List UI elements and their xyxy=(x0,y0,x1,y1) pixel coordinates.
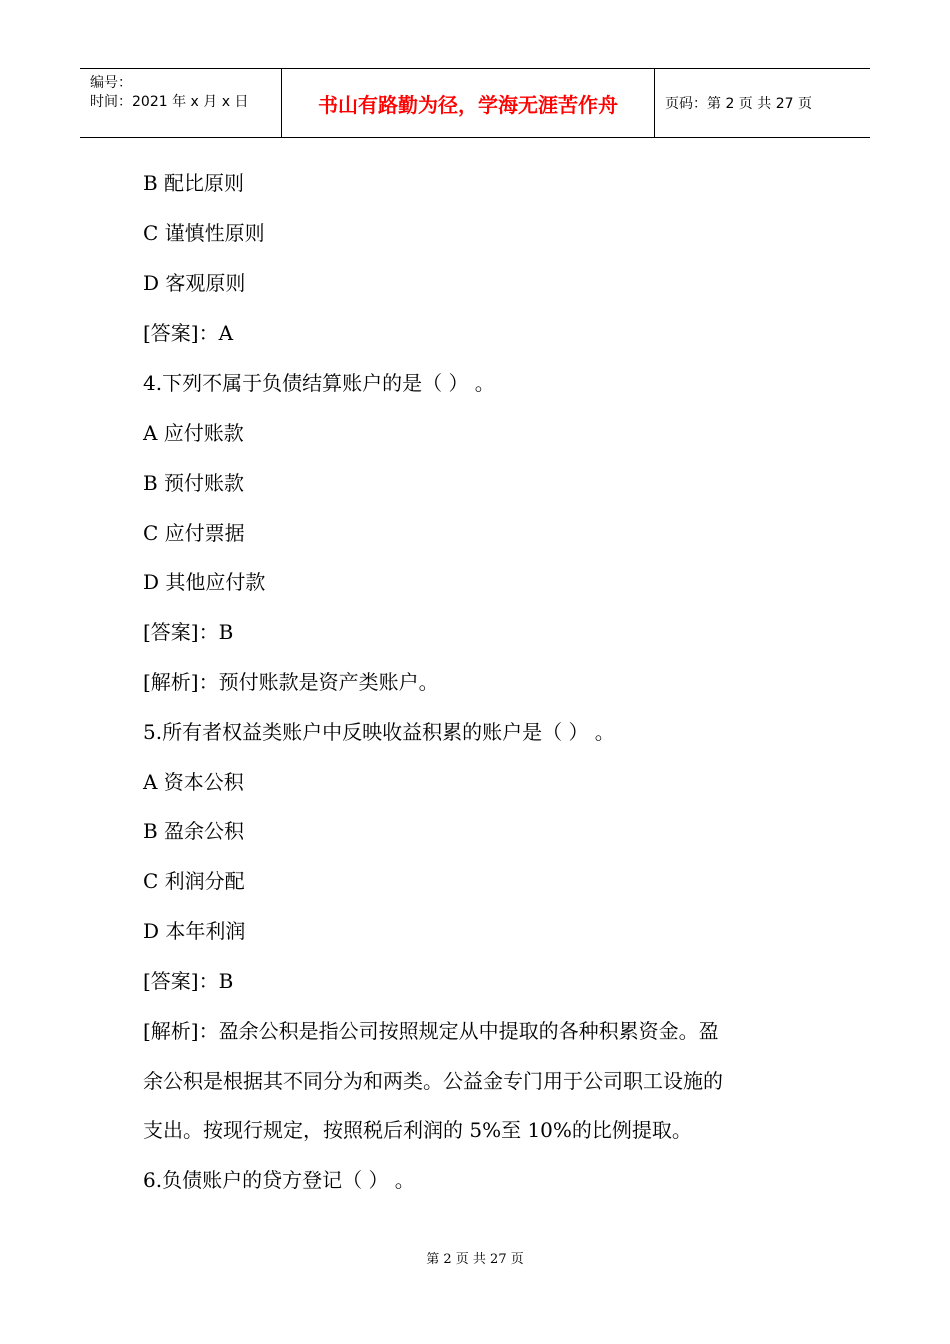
answer-line: [答案]：A xyxy=(143,321,234,345)
option-line: C 应付票据 xyxy=(143,521,245,545)
page-header xyxy=(80,68,870,138)
code-label: 编号： xyxy=(90,75,132,91)
header-motto: 书山有路勤为径，学海无涯苦作舟 xyxy=(282,69,655,137)
option-line: B 盈余公积 xyxy=(143,819,245,843)
option-line: D 其他应付款 xyxy=(143,570,266,594)
question-line: 5.所有者权益类账户中反映收益积累的账户是（ ） 。 xyxy=(143,720,615,744)
answer-line: [答案]：B xyxy=(143,969,234,993)
explanation-line: [解析]：盈余公积是指公司按照规定从中提取的各种积累资金。盈 xyxy=(143,1019,719,1043)
option-line: C 利润分配 xyxy=(143,869,245,893)
option-line: D 本年利润 xyxy=(143,919,246,943)
option-line: C 谨慎性原则 xyxy=(143,221,265,245)
page-footer: 第 2 页 共 27 页 xyxy=(426,1252,524,1267)
option-line: A 资本公积 xyxy=(143,770,244,794)
explanation-line: [解析]：预付账款是资产类账户。 xyxy=(143,670,439,694)
header-page-label: 页码：第 2 页 共 27 页 xyxy=(665,96,812,112)
header-meta-cell xyxy=(80,69,282,137)
explanation-line: 支出。按现行规定，按照税后利润的 5%至 10%的比例提取。 xyxy=(143,1118,692,1142)
option-line: B 预付账款 xyxy=(143,471,245,495)
explanation-line: 余公积是根据其不同分为和两类。公益金专门用于公司职工设施的 xyxy=(143,1069,723,1093)
option-line: D 客观原则 xyxy=(143,271,246,295)
answer-line: [答案]：B xyxy=(143,620,234,644)
question-line: 4.下列不属于负债结算账户的是（ ） 。 xyxy=(143,371,495,395)
option-line: A 应付账款 xyxy=(143,421,244,445)
option-line: B 配比原则 xyxy=(143,171,245,195)
question-line: 6.负债账户的贷方登记（ ） 。 xyxy=(143,1168,415,1192)
date-label: 时间：2021 年 x 月 x 日 xyxy=(90,94,249,110)
